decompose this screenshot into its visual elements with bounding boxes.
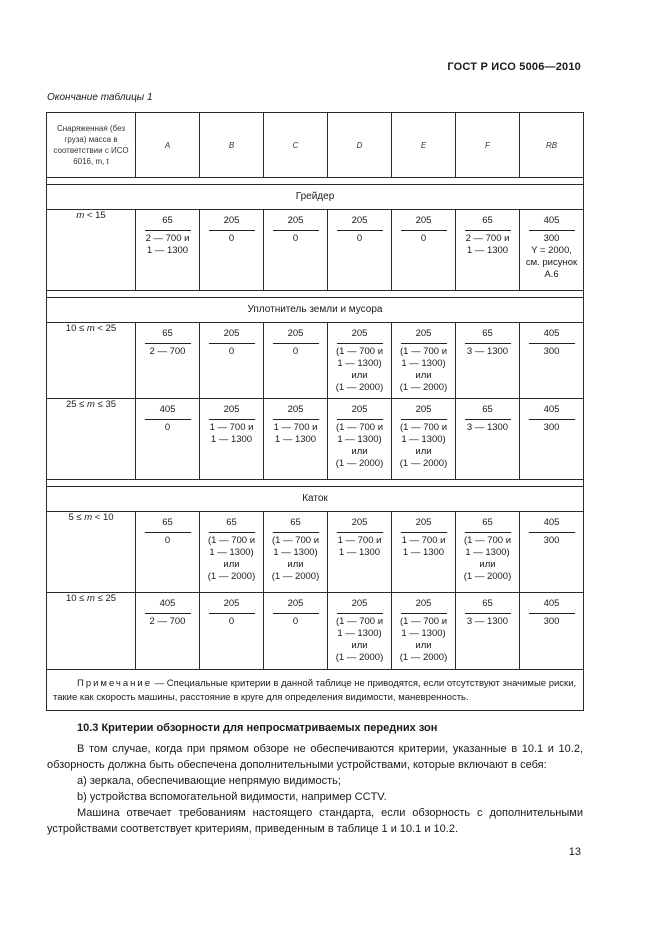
denominator-line: (1 — 700 и [463,535,512,546]
fraction-bar [337,532,383,533]
denominator-line: (1 — 2000) [207,571,256,582]
fraction [456,210,519,261]
fraction [136,512,199,551]
denominator-line: 1 — 1300 [466,245,509,256]
criteria-cell [136,323,200,399]
denominator-line: или [415,370,432,381]
list-item-b: b) устройства вспомогательной видимости, например CCTV. [77,791,387,803]
numerator: 205 [351,328,368,339]
paragraph-2: Машина отвечает требованиям настоящего стандарта, если обзорность с дополнительными устройствами соответствует критериям, приведенным в таблице 1 и 10.1 и 10.2. [47,807,583,835]
denominator-line: 1 — 1300 [338,547,381,558]
fraction [264,593,327,632]
numerator: 405 [159,404,176,415]
numerator: 405 [543,598,560,609]
numerator: 205 [223,598,240,609]
fraction-bar [529,230,575,231]
denominator-line: или [287,559,304,570]
denominator-line: (1 — 2000) [399,652,448,663]
fraction-bar [465,419,511,420]
denominator-line: 1 — 1300) [401,628,446,639]
denominator-line: 1 — 1300) [465,547,510,558]
numerator: 205 [351,517,368,528]
fraction-bar [401,230,447,231]
mass-range-cell: 5 ≤ m < 10 [47,512,136,593]
denominator-line: 0 [420,233,427,244]
denominator-line: 1 — 1300) [337,358,382,369]
denominator-line: 3 — 1300 [466,616,509,627]
fraction-bar [337,343,383,344]
criteria-cell [200,210,264,291]
denominator-line: 0 [164,422,171,433]
criteria-cell [520,512,584,593]
criteria-cell [136,593,200,670]
criteria-cell [520,210,584,291]
denominator-line: 0 [228,616,235,627]
fraction [520,323,583,362]
fraction [392,323,455,398]
denominator-line: или [351,640,368,651]
fraction-bar [145,230,191,231]
fraction-bar [273,419,319,420]
gap-cell [47,291,584,298]
numerator: 205 [415,404,432,415]
denominator-line: 0 [356,233,363,244]
numerator: 65 [482,215,493,226]
fraction [328,512,391,563]
denominator-line: 300 [543,233,560,244]
fraction [264,210,327,249]
denominator-line: Y = 2000, [531,245,572,256]
fraction [520,399,583,438]
numerator: 205 [287,328,304,339]
denominator-line: 1 — 700 и [209,422,254,433]
table-row [47,593,584,670]
denominator-line: 1 — 1300 [146,245,189,256]
numerator: 205 [415,598,432,609]
denominator-line: (1 — 2000) [399,382,448,393]
denominator-line: 1 — 700 и [273,422,318,433]
header-a: A [136,113,200,178]
section-title-cell: Уплотнитель земли и мусора [47,298,584,323]
denominator-line: A.6 [544,269,559,280]
header-c: C [264,113,328,178]
fraction-bar [145,419,191,420]
numerator: 405 [543,517,560,528]
criteria-cell [264,210,328,291]
fraction-bar [401,343,447,344]
table-caption: Окончание таблицы 1 [47,92,153,103]
denominator-line: (1 — 700 и [207,535,256,546]
fraction-bar [465,613,511,614]
denominator-line: (1 — 700 и [399,616,448,627]
fraction [520,210,583,285]
criteria-cell [520,323,584,399]
denominator-line: или [351,446,368,457]
fraction-bar [145,613,191,614]
mass-range-cell: 25 ≤ m ≤ 35 [47,399,136,480]
fraction-bar [273,532,319,533]
gap-cell [47,480,584,487]
section-row [47,487,584,512]
mass-range-cell: m < 15 [47,210,136,291]
fraction-bar [337,613,383,614]
denominator-line: (1 — 700 и [399,346,448,357]
fraction-bar [401,532,447,533]
criteria-cell [328,210,392,291]
numerator: 205 [415,215,432,226]
section-gap-row [47,291,584,298]
fraction [200,593,263,632]
fraction [456,512,519,587]
section-gap-row [47,178,584,185]
header-rb: RB [520,113,584,178]
numerator: 205 [223,404,240,415]
denominator-line: 2 — 700 [149,616,186,627]
variable-m: m [86,323,95,334]
fraction-bar [273,613,319,614]
numerator: 205 [223,328,240,339]
denominator-line: (1 — 2000) [335,652,384,663]
numerator: 405 [159,598,176,609]
criteria-cell [456,210,520,291]
denominator-line: 2 — 700 [149,346,186,357]
fraction-bar [337,230,383,231]
criteria-cell [264,323,328,399]
denominator-line: или [479,559,496,570]
numerator: 65 [162,328,173,339]
table-row [47,323,584,399]
denominator-line: (1 — 2000) [399,458,448,469]
fraction [392,210,455,249]
denominator-line: 2 — 700 и [465,233,510,244]
denominator-line: (1 — 700 и [271,535,320,546]
fraction-bar [273,230,319,231]
numerator: 205 [287,215,304,226]
fraction-bar [529,613,575,614]
criteria-cell [200,323,264,399]
numerator: 205 [223,215,240,226]
table-row [47,512,584,593]
numerator: 205 [287,598,304,609]
numerator: 65 [482,404,493,415]
fraction-bar [337,419,383,420]
fraction-bar [465,230,511,231]
denominator-line: 1 — 1300) [401,358,446,369]
list-item-a: a) зеркала, обеспечивающие непрямую видимость; [77,775,341,787]
numerator: 65 [162,517,173,528]
criteria-cell [328,512,392,593]
variable-m: m [84,512,93,523]
note-text: — Специальные критерии в данной таблице не приводятся, если отсутствуют значимые риски, такие как скорость машины, расстояние в круге для определения видимости, маневренность. [53,678,577,703]
mass-range-cell: 10 ≤ m < 25 [47,323,136,399]
fraction-bar [465,343,511,344]
fraction [456,399,519,438]
table-row [47,399,584,480]
denominator-line: 300 [543,346,560,357]
section-title-cell: Грейдер [47,185,584,210]
numerator: 65 [482,328,493,339]
fraction [200,323,263,362]
denominator-line: 0 [292,616,299,627]
numerator: 65 [226,517,237,528]
denominator-line: или [415,446,432,457]
fraction [392,399,455,474]
fraction-bar [529,419,575,420]
fraction-bar [145,532,191,533]
note-label: Примечание [77,678,152,689]
denominator-line: (1 — 700 и [399,422,448,433]
denominator-line: 1 — 700 и [337,535,382,546]
fraction [328,323,391,398]
criteria-cell [264,512,328,593]
fraction-bar [273,343,319,344]
criteria-cell [392,593,456,670]
criteria-cell [456,323,520,399]
criteria-cell [136,399,200,480]
fraction [136,210,199,261]
denominator-line: 1 — 700 и [401,535,446,546]
denominator-line: или [223,559,240,570]
fraction [520,593,583,632]
fraction-bar [209,230,255,231]
numerator: 405 [543,404,560,415]
section-row [47,185,584,210]
fraction-bar [209,532,255,533]
denominator-line: (1 — 2000) [335,458,384,469]
gap-cell [47,178,584,185]
criteria-cell [328,323,392,399]
numerator: 205 [287,404,304,415]
denominator-line: 1 — 1300 [274,434,317,445]
fraction-bar [209,613,255,614]
denominator-line: 3 — 1300 [466,346,509,357]
variable-m: m [87,593,95,604]
numerator: 205 [351,598,368,609]
denominator-line: (1 — 2000) [463,571,512,582]
criteria-cell [136,512,200,593]
criteria-cell [520,593,584,670]
section-title-cell: Каток [47,487,584,512]
note-row [47,670,584,711]
criteria-cell [264,399,328,480]
header-b: B [200,113,264,178]
fraction-bar [465,532,511,533]
denominator-line: см. рисунок [525,257,578,268]
fraction [136,323,199,362]
header-mass: Снаряженная (без груза) масса в соответствии с ИСО 6016, m, t [47,113,136,178]
numerator: 65 [482,598,493,609]
criteria-cell [520,399,584,480]
variable-m: m [76,210,85,221]
denominator-line: (1 — 700 и [335,422,384,433]
criteria-cell [200,399,264,480]
denominator-line: (1 — 700 и [335,346,384,357]
fraction-bar [401,613,447,614]
header-f: F [456,113,520,178]
denominator-line: 0 [228,233,235,244]
denominator-line: (1 — 2000) [271,571,320,582]
fraction [328,593,391,668]
denominator-line: 1 — 1300) [273,547,318,558]
criteria-cell [328,399,392,480]
fraction [456,593,519,632]
fraction [136,399,199,438]
criteria-cell [264,593,328,670]
denominator-line: или [351,370,368,381]
paragraph-1: В том случае, когда при прямом обзоре не обеспечиваются критерии, указанные в 10.1 и 10.2, обзорность должна быть обеспечена дополнительными устройствами, которые включают в себя: [47,743,583,771]
numerator: 405 [543,328,560,339]
denominator-line: 0 [292,233,299,244]
fraction-bar [401,419,447,420]
fraction-bar [209,343,255,344]
denominator-line: 0 [228,346,235,357]
criteria-cell [328,593,392,670]
denominator-line: 1 — 1300 [402,547,445,558]
criteria-cell [392,323,456,399]
table-header-row [47,113,584,178]
denominator-line: 300 [543,616,560,627]
denominator-line: или [415,640,432,651]
section-row [47,298,584,323]
denominator-line: 0 [292,346,299,357]
criteria-cell [392,210,456,291]
denominator-line: 3 — 1300 [466,422,509,433]
table-row [47,210,584,291]
numerator: 65 [290,517,301,528]
numerator: 405 [543,215,560,226]
section-gap-row [47,480,584,487]
fraction [520,512,583,551]
numerator: 65 [482,517,493,528]
mass-range-cell: 10 ≤ m ≤ 25 [47,593,136,670]
fraction-bar [145,343,191,344]
fraction-bar [209,419,255,420]
note-cell [47,670,584,711]
numerator: 205 [415,517,432,528]
numerator: 205 [415,328,432,339]
fraction [264,323,327,362]
denominator-line: 1 — 1300) [337,628,382,639]
fraction [328,399,391,474]
criteria-cell [456,593,520,670]
criteria-cell [136,210,200,291]
criteria-cell [456,512,520,593]
criteria-cell [200,593,264,670]
header-d: D [328,113,392,178]
denominator-line: (1 — 700 и [335,616,384,627]
fraction [264,512,327,587]
criteria-table [46,112,584,711]
denominator-line: 300 [543,535,560,546]
fraction [392,512,455,563]
denominator-line: 300 [543,422,560,433]
criteria-cell [200,512,264,593]
fraction [200,399,263,450]
denominator-line: 1 — 1300) [209,547,254,558]
numerator: 205 [351,404,368,415]
criteria-cell [392,399,456,480]
criteria-cell [392,512,456,593]
fraction [456,323,519,362]
variable-m: m [87,399,95,410]
fraction [264,399,327,450]
denominator-line: (1 — 2000) [335,382,384,393]
fraction [136,593,199,632]
denominator-line: 1 — 1300) [337,434,382,445]
page-number: 13 [568,846,581,858]
numerator: 205 [351,215,368,226]
section-title: 10.3 Критерии обзорности для непросматриваемых передних зон [77,722,438,734]
fraction [200,512,263,587]
fraction [392,593,455,668]
fraction-bar [529,532,575,533]
fraction [200,210,263,249]
numerator: 65 [162,215,173,226]
denominator-line: 0 [164,535,171,546]
fraction-bar [529,343,575,344]
criteria-cell [456,399,520,480]
denominator-line: 1 — 1300 [210,434,253,445]
denominator-line: 1 — 1300) [401,434,446,445]
header-e: E [392,113,456,178]
denominator-line: 2 — 700 и [145,233,190,244]
fraction [328,210,391,249]
document-id-header: ГОСТ Р ИСО 5006—2010 [447,61,581,73]
